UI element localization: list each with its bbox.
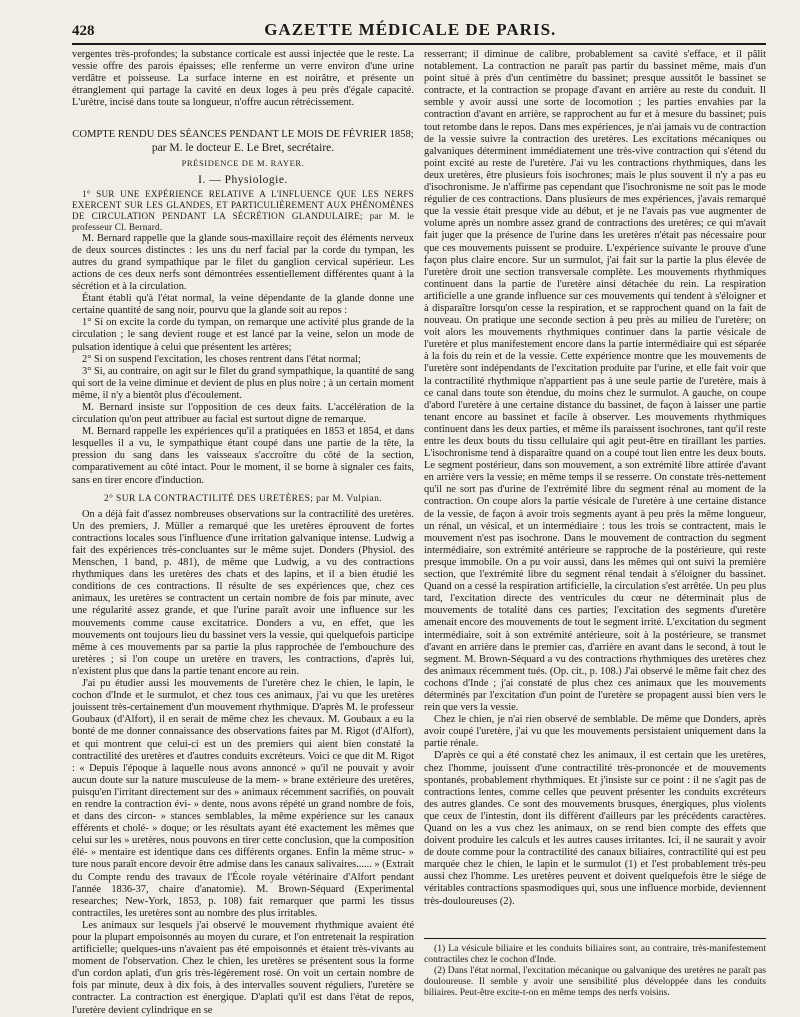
page-header	[72, 14, 766, 45]
paragraph: resserrant; il diminue de calibre, probablement sa cavité s'efface, et il pâlit notablement. La contraction ne paraît pas partir du bassinet même, mais d'un point situé à près d'un centimètre du bassinet; presque aussitôt le bassinet se contracte, et la contraction se propage d'avant en arrière au reste du conduit. Il semble y avoir aussi une sorte de locomotion ; les parties envahies par la contraction d'avant en arrière, se rapprochent au fur et à mesure du bassinet; puis tout retombe dans le repos. Dans mes expériences, je n'ai jamais vu de contraction de la vessie suivre la contraction des uretères. Les excitations mécaniques ou galvaniques déterminent immédiatement une très-vive contraction qui s'étend du point excité au reste de l'uretère. J'ai vu les contractions rhythmiques, dans les deux uretères, être plusieurs fois isochrones; mais le plus souvent il n'y a pas eu d'isochronisme. Je n'affirme pas cependant que l'isochronisme ne soit pas le mode régulier de ces contractions. Dans plusieurs de mes expériences, j'avais remarqué que la vessie était presque vide au début, et je ne l'avais pas vue augmenter de volume après un nombre assez grand de contractions des uretères; ce qui m'avait fait juger que la présence de l'urine dans les uretères n'était pas nécessaire pour que ces mouvements puissent se produire. L'expérience suivante le prouve d'une façon plus claire encore. Sur un surmulot, j'ai fait sur la partie la plus élevée de l'uretère droit une section transversale complète. Les mouvements rhythmiques continuent dans la partie de l'uretère ainsi détachée du rein. La respiration artificielle a une grande influence sur ces mouvements qui tendent à s'éloigner et à disparaître lorsqu'on cesse la respiration, et se rapprochent quand on la fait de nouveau. On pratique une seconde section à peu près au milieu de l'uretère; on voit alors les mouvements rhythmiques continuer dans la partie vésicale de l'uretère et plus manifestement encore dans la partie intermédiaire qui est séparée à la fois du rein et de la vessie. Cette expérience montre que les mouvements de l'uretère sont indépendants de l'excitation produite par l'urine, et elle fait voir que la contractilité rhythmique n'appartient pas à une seule partie de l'uretère, mais à ce canal dans toute son étendue, du moins chez le surmulot. A gauche, on coupe d'abord l'uretère à une certaine distance du bassinet, de façon à laisser une partie tenant encore au bassinet et facile à observer. Les mouvements rhythmiques continuent dans les deux parties, et même ils paraissent isochrones, tant qu'il reste entre les deux bouts du tissu cellulaire qui agit peut-être en tiraillant les parties. L'isochronisme tend à disparaître quand on a coupé tout lien entre les deux bouts. Le segment postérieur, dans son mouvement, a son extrémité libre attirée d'avant en arrière vers la vessie; en même temps il se resserre. On constate très-nettement qu'il ne sort pas d'urine de l'extrémité libre du segment rénal au moment de la contraction. On coupe alors la partie vésicale de l'uretère à une certaine distance de la vessie, de façon à avoir trois segments ayant à peu près la même longueur, un rénal, un vésical, et un intermédiaire : tous les trois se contractent, mais le mouvement n'est pas isochrone. Dans le mouvement de contraction du segment intermédiaire, son extrémité antérieure se rapproche de la postérieure, qui reste presque immobile. On a pu voir aussi, dans les mêmes qui ont suivi la première section, que l'extrémité libre du segment rénal tendait à s'éloigner du bassinet. Quand on a cessé la respiration artificielle, la circulation s'est arrêtée. Un peu plus tard, l'excitation directe des ventricules du cœur ne déterminait plus de mouvements de totalité dans ces parties; l'excitation des segments d'uretère amenait encore des mouvements de tout le segment irrité. L'excitation du segment intermédiaire, soit à son extrémité antérieure, soit à la postérieure, se transmet d'avant en arrière dans le premier cas, d'arrière en avant dans le second, à tout le segment. M. Brown-Séquard a vu des contractions rhythmiques des uretères chez des animaux récemment tués. (Op. cit., p. 108.) J'ai observé le même fait chez des cochons d'Inde ; j'ai constaté de plus chez ces animaux que les mouvements déterminés par l'excitation d'un point de l'uretère se propagent aussi bien vers le rein que vers la vessie.	[424, 49, 766, 714]
paragraph: M. Bernard rappelle que la glande sous-maxillaire reçoit des éléments nerveux de deux sources distinctes : les uns du nerf facial par la corde du tympan, les autres du grand sympathique par le filet du ganglion cervical supérieur. Les actions de ces deux nerfs sont démontrées essentiellement différentes quant à la sécrétion et à la circulation.	[72, 232, 414, 293]
paragraph: M. Bernard rappelle les expériences qu'il a pratiquées en 1853 et 1854, et dans lesquelles il a vu, le sympathique étant coupé dans une partie de la tête, la pression du sang dans les vaisseaux s'accroître du côté de la section, comparativement au côté intact. Pour le moment, il se borne à signaler ces faits, sans en tirer encore d'induction.	[72, 426, 414, 486]
journal-title: GAZETTE MÉDICALE DE PARIS.	[264, 20, 557, 39]
paragraph: On a déjà fait d'assez nombreuses observations sur la contractilité des uretères. Un des premiers, J. Müller a remarqué que les uretères éprouvent de fortes contractions locales sous l'influence d'une irritation galvanique intense. Ludwig a fait des expériences très-concluantes sur le même sujet. Donders (Physiol. des Menschen, 1 band, p. 481), de même que Ludwig, a vu des contractions rhythmiques dans les uretères des chats et des lapins, et il a bien étudié les conditions de ces contractions. Il résulte de ses expériences que, chez ces animaux, les uretères se contractent un certain nombre de fois par minute, avec une régularité assez grande, et que l'urine paraît avoir une influence sur les mouvements comme cause excitatrice. Donders a vu, en effet, que les mouvements ont toujours lieu du bassinet vers la vessie, qui quelquefois participe même à ces mouvements par sa partie la plus rapprochée de l'embouchure des uretères ; si l'on coupe un uretère en travers, les contractions, d'après lui, n'existent plus que dans la partie tenant encore au rein.	[72, 508, 414, 677]
paragraph: 1° Si on excite la corde du tympan, on remarque une activité plus grande de la circulation ; le sang devient rouge et est lancé par la veine, selon un mode de pulsation identique à celui que présentent les artères;	[72, 317, 414, 353]
page-number: 428	[72, 23, 95, 39]
paragraph: M. Bernard insiste sur l'opposition de ces deux faits. L'accélération de la circulation qu'on peut attribuer au facial est surtout digne de remarque.	[72, 401, 414, 426]
report-title-line-2: par M. le docteur E. Le Bret, secrétaire.	[151, 141, 335, 154]
text-columns	[72, 49, 766, 1017]
report-title	[72, 129, 414, 154]
paragraph: 3° Si, au contraire, on agit sur le filet du grand sympathique, la quantité de sang qui sort de la veine diminue et devient de plus en plus noire ; à un certain moment même, il n'y a bientôt plus d'écoulement.	[72, 365, 414, 401]
paragraph: Chez le chien, je n'ai rien observé de semblable. De même que Donders, après avoir coupé l'uretère, j'ai vu que les mouvements persistaient uniquement dans la partie rénale.	[424, 714, 766, 750]
paragraph: Les animaux sur lesquels j'ai observé le mouvement rhythmique avaient été pour la plupart empoisonnés au moyen du curare, et l'on entretenait la respiration artificielle; quelques-uns n'avaient pas été empoisonnés et étaient très-vivants au moment de l'observation. Chez le chien, les uretères se présentent sous la forme d'un cordon aplati, d'un gris très-légèrement rosé. On voit un certain nombre de fois par minute, deux à dix fois, à des intervalles souvent réguliers, l'uretère se contracter. La contraction est énergique. D'aplati qu'il est dans l'état de repos, l'uretère devient cylindrique en se	[72, 919, 414, 1016]
left-column	[72, 49, 414, 1017]
footnote-2: (2) Dans l'état normal, l'excitation mécanique ou galvanique des uretères ne paraît pas douloureuse. Il semble y avoir une sensibilité plus développée dans les conduits biliaires. Peut-être excite-t-on en même temps des nerfs voisins.	[424, 965, 766, 999]
paragraph: D'après ce qui a été constaté chez les animaux, il est certain que les uretères, chez l'homme, jouissent d'une contractilité très-prononcée et de mouvements spontanés, probablement rhythmiques. Et j'insiste sur ce point : il ne s'agit pas de contractions lentes, comme celles que peuvent présenter les conduits excréteurs des autres glandes. Ce sont des mouvements brusques, énergiques, plus violents que ceux de l'intestin, dont ils diffèrent d'ailleurs par les précédents caractères. Quand on les a vus chez les animaux, on se rend bien compte des effets que doivent produire les calculs et les autres causes irritantes. Ici, il ne saurait y avoir de doute comme pour la contractilité des canaux biliaires, contractilité qui est peu marquée chez le chien, le lapin et le surmulot (1) et l'est probablement très-peu aussi chez l'homme. Les uretères peuvent et doivent quelquefois être le siége de véritables contractions spasmodiques qui, sous une influence morbide, deviennent très-douloureuses (2).	[424, 750, 766, 907]
paragraph: 2° Si on suspend l'excitation, les choses rentrent dans l'état normal;	[82, 353, 361, 365]
report-title-line-1: COMPTE RENDU DES SÉANCES PENDANT LE MOIS DE FÉVRIER 1858;	[72, 129, 414, 141]
footnote-1: (1) La vésicule biliaire et les conduits biliaires sont, au contraire, très-manifestement contractiles chez le cochon d'Inde.	[424, 942, 766, 965]
presidence-line: PRÉSIDENCE DE M. RAYER.	[181, 158, 305, 169]
paragraph: J'ai pu étudier aussi les mouvements de l'uretère chez le chien, le lapin, le cochon d'Inde et le surmulot, et chez tous ces animaux, j'ai vu que les uretères jouissent très-certainement d'un mouvement rhythmique. D'après M. le professeur Goubaux (d'Alfort), il en serait de même chez les chevaux. M. Goubaux a eu la bonté de me donner connaissance des observations faites par M. Rigot (d'Alfort), et qui montrent que celui-ci est un des premiers qui aient bien constaté la contractilité des uretères et d'autres conduits excréteurs. Voici ce que dit M. Rigot : « Depuis l'époque à laquelle nous avons annoncé » qu'il ne pouvait y avoir aucun doute sur la nature musculeuse de la mem- » brane extérieure des uretères, puisqu'en l'irritant directement sur des » animaux récemment sacrifiés, on pouvait en rendre la contraction évi- » dente, nous avons répété un grand nombre de fois, et dans des circon- » stances semblables, la même expérience sur les canaux efférents et cholé- » doque; or les résultats ayant été exactement les mêmes que celui sur les » uretères, nous pouvons en tirer cette conclusion, que la composition élé- » mentaire est identique dans ces différents organes. Enfin la même struc- » ture nous paraît encore devoir être admise dans les canaux salivaires...... » (Extrait du Compte rendu des travaux de l'École royale vétérinaire d'Alfort pendant l'année 1836-37, chaire d'anatomie). M. Brown-Séquard (Experimental researches; New-York, 1853, p. 108) fait remarquer que parmi les tissus contractiles, les uretères sont au nombre des plus irritables.	[72, 678, 414, 919]
section-heading: I. — Physiologie.	[198, 173, 288, 186]
paragraph: Étant établi qu'à l'état normal, la veine dépendante de la glande donne une certaine quantité de sang noir, pourvu que la glande soit au repos :	[72, 293, 414, 317]
right-column	[424, 49, 766, 1017]
experiment-title: 1° SUR UNE EXPÉRIENCE RELATIVE A L'INFLUENCE QUE LES NERFS EXERCENT SUR LES GLANDES, ET PARTICULIÈREMENT AUX PHÉNOMÈNES DE CIRCULATION PENDANT LA SÉCRÉTION GLANDULAIRE; par M. le professeur Cl. Bernard.	[72, 188, 414, 232]
footnotes	[424, 943, 766, 999]
intro-paragraph: vergentes très-profondes; la substance corticale est aussi injectée que le reste. La vessie offre des parois épaisses; elle renferme un verre environ d'une urine verdâtre et poisseuse. La surface interne en est noirâtre, et présente un étranglement qui partage la cavité en deux loges à peu près d'égale capacité. L'urètre, incisé dans toute sa longueur, n'offre aucun rétrécissement.	[72, 49, 414, 109]
subsection-title: 2° SUR LA CONTRACTILITÉ DES URETÈRES; par M. Vulpian.	[103, 493, 383, 504]
footnote-divider	[424, 938, 766, 939]
